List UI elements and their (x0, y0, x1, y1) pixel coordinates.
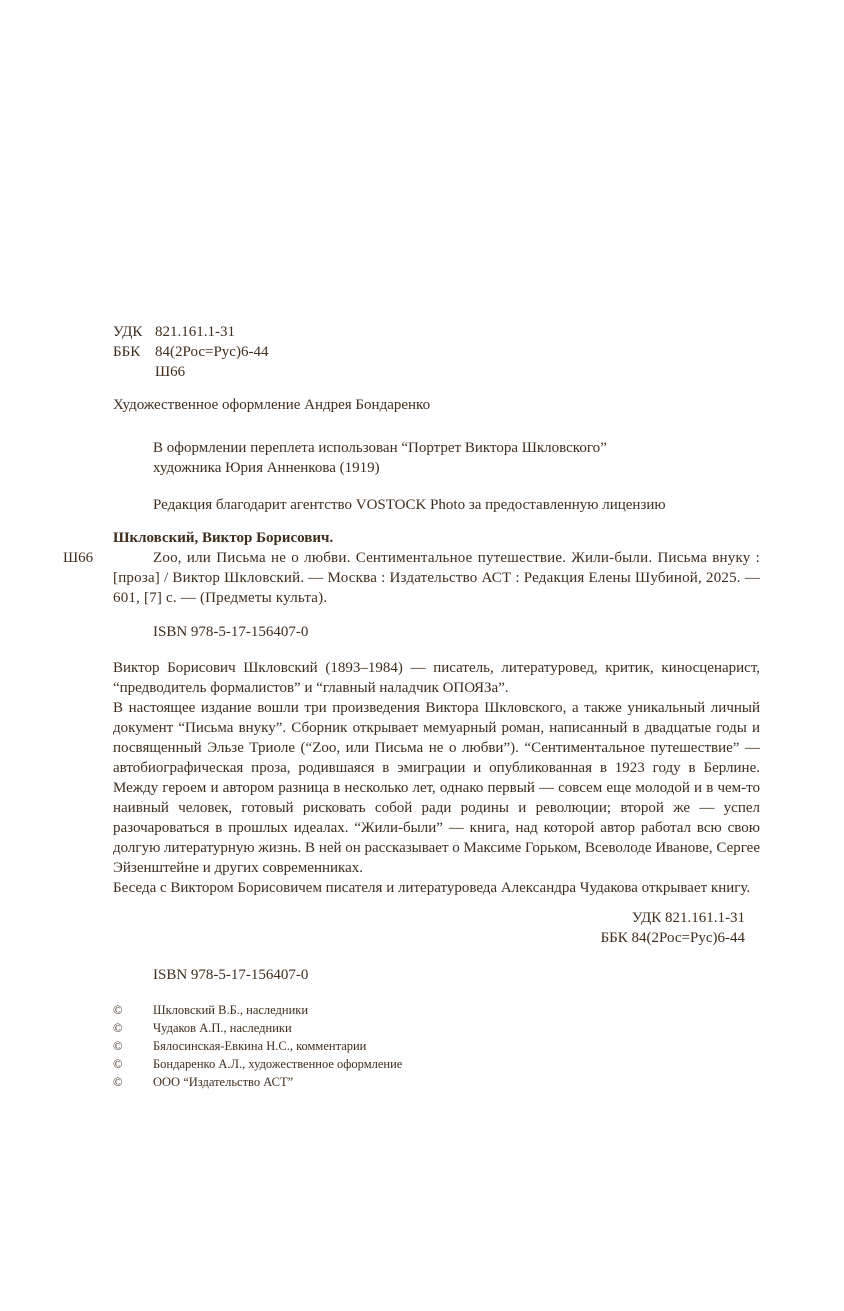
copyright-text: Бондаренко А.Л., художественное оформление (153, 1057, 403, 1071)
copyright-row (113, 1001, 760, 1019)
annotation-paragraph: Беседа с Виктором Борисовичем писателя и литературоведа Александра Чудакова открывает книгу. (113, 880, 751, 896)
cover-note-line1: В оформлении переплета использован “Портрет Виктора Шкловского” (153, 440, 607, 456)
code-label (113, 362, 155, 382)
code-value: 84(2Рос=Рус)6-44 (155, 344, 269, 360)
bbk-bottom: ББК 84(2Рос=Рус)6-44 (600, 930, 745, 946)
code-row (113, 322, 760, 342)
catalog-author-heading: Шкловский, Виктор Борисович. (113, 530, 334, 546)
copyright-symbol: © (113, 1075, 123, 1089)
isbn-top: ISBN 978-5-17-156407-0 (153, 624, 309, 640)
annotation-paragraph: В настоящее издание вошли три произведения Виктора Шкловского, а также уникальный личный документ “Письма внуку”. Сборник открывает мемуарный роман, написанный в двадцатые годы и посвященный Эльзе Триоле (“Zoo, или Письма не о любви”). “Сентиментальное путешествие” — автобиографическая проза, родившаяся в эмиграции и опубликованная в 1923 году в Берлине. Между героем и автором разница в несколько лет, однако первый — совсем еще молодой и в чем-то наивный человек, готовый рисковать собой ради родины и революции; второй же — успел разочароваться в прошлых идеалах. “Жили-были” — книга, над которой автор работал всю свою долгую литературную жизнь. В ней он рассказывает о Максиме Горьком, Всеволоде Иванове, Сергее Эйзенштейне и других современниках. (113, 700, 760, 876)
catalog-entry-text: Zoo, или Письма не о любви. Сентиментальное путешествие. Жили-были. Письма внуку : [проза] / Виктор Шкловский. — Москва : Издательство АСТ : Редакция Елены Шубиной, 2025. — 601, [7] с. — (Предметы культа). (113, 550, 760, 606)
license-note: Редакция благодарит агентство VOSTOCK Photo за предоставленную лицензию (153, 497, 666, 513)
copyright-symbol: © (113, 1003, 123, 1017)
copyright-row (113, 1055, 760, 1073)
copyright-text: Бялосинская-Евкина Н.С., комментарии (153, 1039, 367, 1053)
code-value: Ш66 (155, 364, 186, 380)
copyright-list (113, 1001, 760, 1091)
code-row (113, 362, 760, 382)
copyright-text: Чудаков А.П., наследники (153, 1021, 292, 1035)
annotation-paragraph: Виктор Борисович Шкловский (1893–1984) — писатель, литературовед, критик, киносценарист, “предводитель формалистов” и “главный наладчик ОПОЯЗа”. (113, 660, 760, 696)
design-credit: Художественное оформление Андрея Бондаренко (113, 397, 431, 413)
copyright-symbol: © (113, 1021, 123, 1035)
copyright-row (113, 1073, 760, 1091)
code-label: УДК (113, 324, 143, 340)
cataloging-codes-bottom (113, 908, 760, 948)
catalog-body (63, 548, 760, 608)
copyright-row (113, 1037, 760, 1055)
copyright-row (113, 1019, 760, 1037)
code-label: ББК (113, 344, 141, 360)
code-value: 821.161.1-31 (155, 324, 235, 340)
annotation (113, 658, 760, 898)
isbn-bottom: ISBN 978-5-17-156407-0 (153, 967, 309, 983)
copyright-text: ООО “Издательство АСТ” (153, 1075, 294, 1089)
cataloging-codes-top (113, 322, 760, 382)
udk-bottom: УДК 821.161.1-31 (631, 910, 745, 926)
catalog-margin-code: Ш66 (63, 550, 94, 566)
cover-note-line2: художника Юрия Анненкова (1919) (153, 460, 380, 476)
copyright-symbol: © (113, 1039, 123, 1053)
catalog-entry (63, 528, 760, 608)
code-row (113, 342, 760, 362)
copyright-symbol: © (113, 1057, 123, 1071)
copyright-text: Шкловский В.Б., наследники (153, 1003, 309, 1017)
cover-art-note (153, 438, 760, 478)
